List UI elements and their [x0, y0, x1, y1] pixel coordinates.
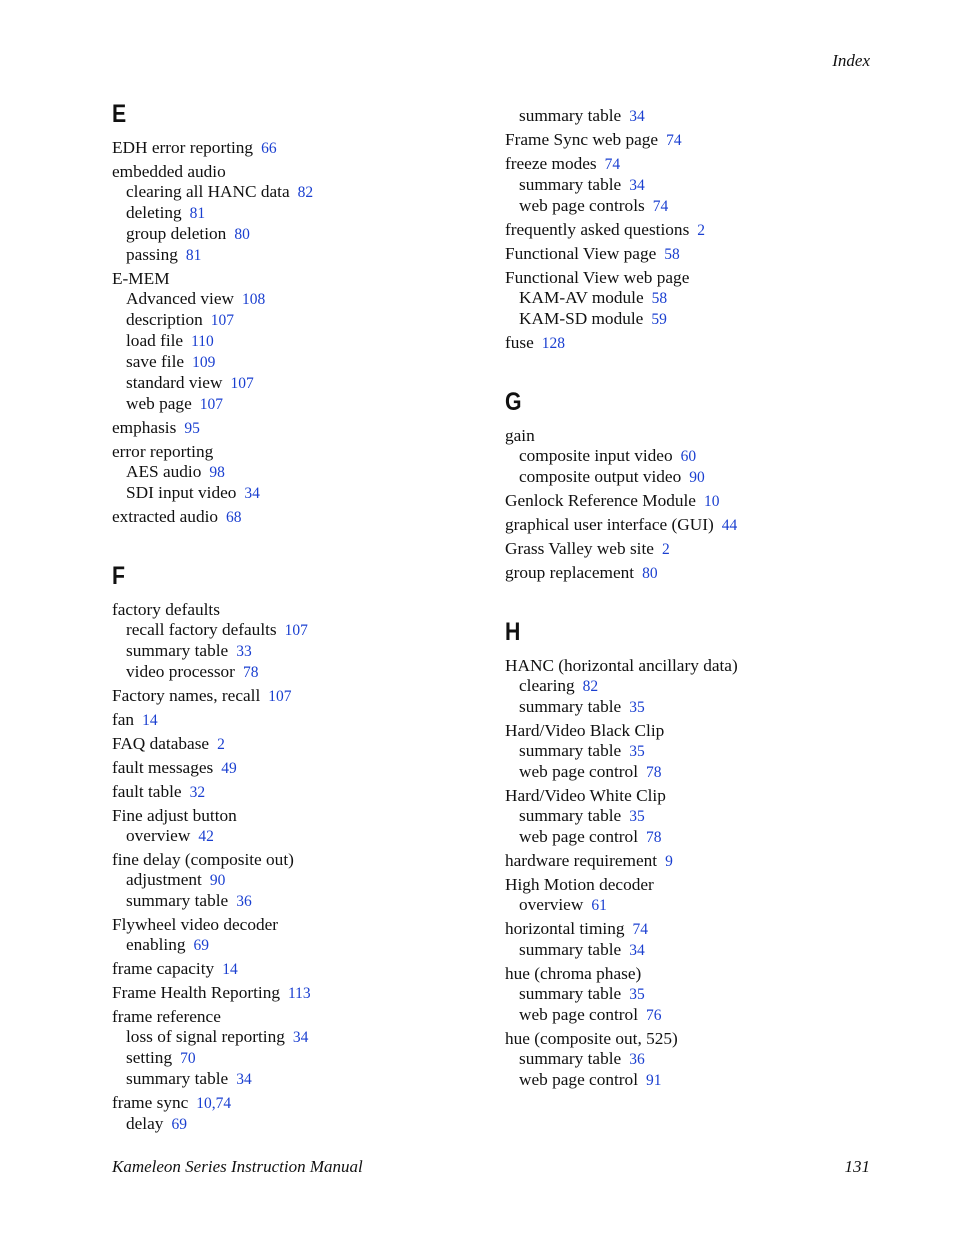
- index-entry: [112, 806, 452, 847]
- page-reference-link[interactable]: 110: [191, 333, 214, 350]
- entry-term: fine delay (composite out): [112, 850, 294, 869]
- sub-entry-term: composite input video: [519, 446, 673, 465]
- sub-entry-term: composite output video: [519, 467, 682, 486]
- sub-entry-term: web page control: [519, 1005, 639, 1024]
- page-reference-link[interactable]: 34: [236, 1071, 252, 1088]
- page-reference-link[interactable]: 36: [236, 893, 252, 910]
- page-reference-link[interactable]: 128: [541, 335, 566, 352]
- index-entry: [505, 721, 845, 783]
- sub-entry: [112, 662, 452, 683]
- sub-entry: [505, 106, 845, 127]
- entry-line: [505, 154, 845, 175]
- sub-entry-term: web page controls: [519, 196, 645, 215]
- running-header: Index: [832, 51, 870, 70]
- index-section: [505, 106, 845, 354]
- page-reference-link[interactable]: 2: [217, 736, 225, 753]
- entry-term: fan: [112, 710, 135, 729]
- index-entry: [112, 959, 452, 980]
- index-section: [505, 388, 845, 584]
- entry-line: [112, 138, 452, 159]
- page-reference-link[interactable]: 76: [646, 1007, 662, 1024]
- sub-entry-term: summary table: [519, 940, 622, 959]
- index-entry: [112, 850, 452, 912]
- entry-term: Frame Sync web page: [505, 130, 659, 149]
- index-entry: [505, 130, 845, 151]
- sub-entry-term: video processor: [126, 662, 235, 681]
- sub-entry: [112, 310, 452, 331]
- entry-line: [112, 850, 452, 870]
- sub-entry-term: web page: [126, 394, 192, 413]
- sub-entry-term: group deletion: [126, 224, 227, 243]
- sub-entry-term: save file: [126, 352, 185, 371]
- entry-term: hardware requirement: [505, 851, 658, 870]
- index-entry: [505, 851, 845, 872]
- page-reference-link[interactable]: 69: [171, 1116, 187, 1133]
- section-letter: G: [505, 388, 522, 416]
- entry-line: [505, 515, 845, 536]
- entry-term: Functional View web page: [505, 268, 690, 287]
- sub-entry-term: overview: [126, 826, 191, 845]
- sub-entry-term: summary table: [519, 175, 622, 194]
- entry-term: EDH error reporting: [112, 138, 254, 157]
- sub-entry-term: summary table: [519, 806, 622, 825]
- entry-line: [112, 758, 452, 779]
- entry-term: High Motion decoder: [505, 875, 654, 894]
- index-entry: [505, 106, 845, 127]
- page-reference-link[interactable]: 82: [582, 678, 599, 695]
- index-entry: [505, 563, 845, 584]
- page-reference-link[interactable]: 58: [651, 290, 668, 307]
- page-reference-link[interactable]: 14: [222, 961, 238, 978]
- index-entry: [112, 983, 452, 1004]
- page-reference-link[interactable]: 60: [680, 448, 697, 465]
- index-entry: [112, 758, 452, 779]
- sub-entry-term: web page control: [519, 1070, 639, 1089]
- entry-term: Frame Health Reporting: [112, 983, 280, 1002]
- entry-term: factory defaults: [112, 600, 220, 619]
- page-reference-link[interactable]: 107: [199, 396, 223, 413]
- page-reference-link[interactable]: 107: [284, 622, 308, 639]
- page-reference-link[interactable]: 9: [665, 853, 673, 870]
- sub-entry: [505, 741, 845, 762]
- sub-entry-term: recall factory defaults: [126, 620, 277, 639]
- entry-term: frequently asked questions: [505, 220, 690, 239]
- sub-entry-term: overview: [519, 895, 584, 914]
- entry-term: Hard/Video Black Clip: [505, 721, 665, 740]
- index-entry: [505, 656, 845, 718]
- page-reference-link[interactable]: 109: [192, 354, 216, 371]
- page-reference-link[interactable]: 33: [236, 643, 252, 660]
- page-reference-link[interactable]: 78: [646, 829, 662, 846]
- page-reference-link[interactable]: 35: [629, 699, 645, 716]
- sub-entry: [112, 1114, 452, 1135]
- index-entry: [112, 1007, 452, 1090]
- sub-entry-term: adjustment: [126, 870, 202, 889]
- page-reference-link[interactable]: 34: [629, 108, 645, 125]
- sub-entry-term: summary table: [519, 741, 622, 760]
- sub-entry: [505, 827, 845, 848]
- index-entry: [112, 269, 452, 415]
- page-reference-link[interactable]: 10,: [196, 1095, 216, 1112]
- entry-line: [505, 721, 845, 741]
- sub-entry: [505, 1049, 845, 1070]
- entry-line: [112, 162, 452, 182]
- sub-entry: [505, 288, 845, 309]
- page-reference-link[interactable]: 34: [629, 177, 645, 194]
- entry-term: Flywheel video decoder: [112, 915, 279, 934]
- sub-entry-term: clearing: [519, 676, 575, 695]
- sub-entry: [112, 352, 452, 373]
- entry-term: graphical user interface (GUI): [505, 515, 714, 534]
- index-entry: [112, 915, 452, 956]
- page-reference-link[interactable]: 44: [721, 517, 738, 534]
- index-entry: [505, 220, 845, 241]
- index-entry: [505, 333, 845, 354]
- entry-line: [112, 806, 452, 826]
- index-column-right: [505, 106, 845, 1094]
- sub-entry: [112, 620, 452, 641]
- page-reference-link[interactable]: 74: [215, 1095, 232, 1112]
- page-reference-link[interactable]: 74: [652, 198, 669, 215]
- page-reference-link[interactable]: 74: [666, 132, 682, 149]
- section-letter: E: [112, 100, 127, 128]
- sub-entry: [112, 1048, 452, 1069]
- sub-entry: [112, 1027, 452, 1048]
- sub-entry-term: web page control: [519, 827, 639, 846]
- entry-line: [505, 851, 845, 872]
- sub-entry-term: delay: [126, 1114, 164, 1133]
- sub-entry: [112, 891, 452, 912]
- page-reference-link[interactable]: 32: [189, 784, 206, 801]
- entry-line: [505, 491, 845, 512]
- index-entry: [505, 426, 845, 488]
- sub-entry-term: KAM-SD module: [519, 309, 644, 328]
- page-reference-link[interactable]: 49: [221, 760, 237, 777]
- sub-entry-term: load file: [126, 331, 184, 350]
- index-entry: [112, 162, 452, 266]
- sub-entry: [112, 245, 452, 266]
- entry-term: Hard/Video White Clip: [505, 786, 666, 805]
- page-reference-link[interactable]: 61: [591, 897, 607, 914]
- index-entry: [112, 138, 452, 159]
- page-reference-link[interactable]: 69: [193, 937, 210, 954]
- page-reference-link[interactable]: 14: [142, 712, 158, 729]
- entry-line: [505, 426, 845, 446]
- sub-entry: [505, 697, 845, 718]
- sub-entry-term: standard view: [126, 373, 223, 392]
- sub-entry-term: summary table: [519, 106, 622, 125]
- page-reference-link[interactable]: 98: [209, 464, 225, 481]
- page-reference-link[interactable]: 58: [664, 246, 680, 263]
- sub-entry: [112, 870, 452, 891]
- entry-line: [505, 333, 845, 354]
- sub-entry-term: description: [126, 310, 203, 329]
- sub-entry: [505, 175, 845, 196]
- entry-line: [112, 269, 452, 289]
- entry-line: [112, 1093, 452, 1114]
- sub-entry-term: summary table: [519, 697, 622, 716]
- entry-line: [505, 220, 845, 241]
- entry-line: [505, 1029, 845, 1049]
- page-reference-link[interactable]: 2: [661, 541, 670, 558]
- page-reference-link[interactable]: 35: [629, 808, 645, 825]
- page-reference-link[interactable]: 10: [703, 493, 720, 510]
- index-entry: [505, 919, 845, 961]
- entry-line: [112, 915, 452, 935]
- sub-entry: [112, 641, 452, 662]
- entry-line: [505, 919, 845, 940]
- entry-term: frame sync: [112, 1093, 189, 1112]
- page-reference-link[interactable]: 70: [180, 1050, 196, 1067]
- index-entry: [505, 268, 845, 330]
- sub-entry: [505, 1005, 845, 1026]
- sub-entry-term: clearing all HANC data: [126, 182, 290, 201]
- sub-entry-term: loss of signal reporting: [126, 1027, 285, 1046]
- page-reference-link[interactable]: 107: [210, 312, 235, 329]
- index-entry: [505, 244, 845, 265]
- sub-entry-term: web page control: [519, 762, 639, 781]
- sub-entry: [505, 762, 845, 783]
- page-reference-link[interactable]: 90: [209, 872, 226, 889]
- index-entry: [112, 710, 452, 731]
- entry-line: [505, 656, 845, 676]
- sub-entry-term: summary table: [126, 1069, 229, 1088]
- entry-line: [505, 786, 845, 806]
- sub-entry: [112, 394, 452, 415]
- index-entry: [505, 491, 845, 512]
- entry-term: fuse: [505, 333, 534, 352]
- index-entry: [112, 507, 452, 528]
- index-entry: [505, 786, 845, 848]
- sub-entry: [112, 224, 452, 245]
- entry-term: frame reference: [112, 1007, 221, 1026]
- entry-term: Grass Valley web site: [505, 539, 654, 558]
- page-reference-link[interactable]: 34: [292, 1029, 309, 1046]
- index-entry: [112, 686, 452, 707]
- sub-entry: [112, 182, 452, 203]
- entry-term: emphasis: [112, 418, 177, 437]
- entry-term: Genlock Reference Module: [505, 491, 696, 510]
- sub-entry: [505, 984, 845, 1005]
- footer-page-number: 131: [844, 1157, 870, 1176]
- index-entry: [505, 875, 845, 916]
- index-entry: [505, 515, 845, 536]
- sub-entry-term: AES audio: [126, 462, 202, 481]
- entry-line: [505, 244, 845, 265]
- sub-entry: [505, 895, 845, 916]
- sub-entry-term: SDI input video: [126, 483, 237, 502]
- sub-entry: [112, 462, 452, 483]
- sub-entry-term: enabling: [126, 935, 186, 954]
- page-reference-link[interactable]: 36: [629, 1051, 645, 1068]
- sub-entry-term: deleting: [126, 203, 182, 222]
- entry-line: [112, 600, 452, 620]
- index-entry: [112, 782, 452, 803]
- section-letter: H: [505, 618, 521, 646]
- entry-term: hue (chroma phase): [505, 964, 642, 983]
- page-reference-link[interactable]: 74: [632, 921, 649, 938]
- entry-line: [505, 563, 845, 584]
- index-entry: [505, 539, 845, 560]
- page-reference-link[interactable]: 35: [629, 986, 645, 1003]
- index-section: [112, 100, 452, 528]
- page-reference-link[interactable]: 66: [261, 140, 277, 157]
- index-entry: [112, 442, 452, 504]
- sub-entry: [112, 935, 452, 956]
- sub-entry: [505, 940, 845, 961]
- page-reference-link[interactable]: 90: [689, 469, 705, 486]
- sub-entry: [505, 196, 845, 217]
- sub-entry-term: summary table: [519, 984, 622, 1003]
- entry-term: E-MEM: [112, 269, 170, 288]
- page-reference-link[interactable]: 82: [297, 184, 314, 201]
- page-reference-link[interactable]: 35: [629, 743, 645, 760]
- index-entry: [112, 1093, 452, 1135]
- page-reference-link[interactable]: 34: [244, 485, 260, 502]
- sub-entry-term: KAM-AV module: [519, 288, 644, 307]
- sub-entry: [112, 289, 452, 310]
- entry-term: Functional View page: [505, 244, 657, 263]
- sub-entry: [112, 331, 452, 352]
- index-column-left: [112, 100, 452, 1138]
- page-reference-link[interactable]: 59: [651, 311, 667, 328]
- index-entry: [112, 600, 452, 683]
- page-reference-link[interactable]: 78: [242, 664, 259, 681]
- entry-term: group replacement: [505, 563, 635, 582]
- sub-entry: [505, 806, 845, 827]
- index-entry: [112, 734, 452, 755]
- entry-term: FAQ database: [112, 734, 210, 753]
- entry-line: [505, 130, 845, 151]
- sub-entry-term: summary table: [519, 1049, 622, 1068]
- entry-line: [112, 418, 452, 439]
- page-reference-link[interactable]: 80: [234, 226, 250, 243]
- sub-entry: [112, 483, 452, 504]
- page-reference-link[interactable]: 68: [226, 509, 242, 526]
- entry-line: [112, 710, 452, 731]
- entry-term: fault messages: [112, 758, 214, 777]
- entry-line: [112, 507, 452, 528]
- sub-entry: [112, 826, 452, 847]
- entry-line: [112, 1007, 452, 1027]
- entry-term: horizontal timing: [505, 919, 625, 938]
- page-reference-link[interactable]: 74: [604, 156, 621, 173]
- page-reference-link[interactable]: 34: [629, 942, 645, 959]
- entry-line: [505, 539, 845, 560]
- entry-line: [112, 686, 452, 707]
- page-reference-link[interactable]: 107: [230, 375, 254, 392]
- sub-entry: [505, 309, 845, 330]
- page-reference-link[interactable]: 107: [268, 688, 292, 705]
- page-reference-link[interactable]: 78: [646, 764, 662, 781]
- page-reference-link[interactable]: 80: [642, 565, 658, 582]
- sub-entry: [112, 373, 452, 394]
- entry-line: [112, 959, 452, 980]
- entry-term: fault table: [112, 782, 182, 801]
- page-reference-link[interactable]: 113: [287, 985, 311, 1002]
- entry-term: embedded audio: [112, 162, 226, 181]
- entry-term: freeze modes: [505, 154, 597, 173]
- sub-entry: [505, 1070, 845, 1091]
- entry-term: gain: [505, 426, 535, 445]
- index-entry: [112, 418, 452, 439]
- entry-term: frame capacity: [112, 959, 215, 978]
- page-reference-link[interactable]: 81: [185, 247, 202, 264]
- footer-manual-title: Kameleon Series Instruction Manual: [112, 1157, 363, 1176]
- entry-line: [505, 875, 845, 895]
- entry-term: Factory names, recall: [112, 686, 261, 705]
- entry-term: Fine adjust button: [112, 806, 237, 825]
- sub-entry: [505, 446, 845, 467]
- entry-line: [112, 442, 452, 462]
- sub-entry-term: setting: [126, 1048, 173, 1067]
- sub-entry: [505, 676, 845, 697]
- index-entry: [505, 1029, 845, 1091]
- index-section: [112, 562, 452, 1135]
- entry-term: HANC (horizontal ancillary data): [505, 656, 738, 675]
- page-reference-link[interactable]: 42: [198, 828, 214, 845]
- entry-line: [112, 782, 452, 803]
- page-reference-link[interactable]: 95: [184, 420, 200, 437]
- entry-line: [505, 268, 845, 288]
- page-reference-link[interactable]: 108: [241, 291, 266, 308]
- entry-line: [112, 983, 452, 1004]
- entry-term: error reporting: [112, 442, 214, 461]
- section-letter: F: [112, 562, 125, 590]
- sub-entry-term: Advanced view: [126, 289, 234, 308]
- page-reference-link[interactable]: 91: [646, 1072, 662, 1089]
- sub-entry: [112, 1069, 452, 1090]
- page-reference-link[interactable]: 2: [697, 222, 706, 239]
- index-entry: [505, 154, 845, 217]
- sub-entry-term: summary table: [126, 641, 229, 660]
- entry-term: extracted audio: [112, 507, 219, 526]
- index-entry: [505, 964, 845, 1026]
- sub-entry: [112, 203, 452, 224]
- sub-entry: [505, 467, 845, 488]
- sub-entry-term: summary table: [126, 891, 229, 910]
- entry-line: [505, 964, 845, 984]
- page-reference-link[interactable]: 81: [189, 205, 206, 222]
- entry-term: hue (composite out, 525): [505, 1029, 678, 1048]
- sub-entry-term: passing: [126, 245, 178, 264]
- index-section: [505, 618, 845, 1091]
- entry-line: [112, 734, 452, 755]
